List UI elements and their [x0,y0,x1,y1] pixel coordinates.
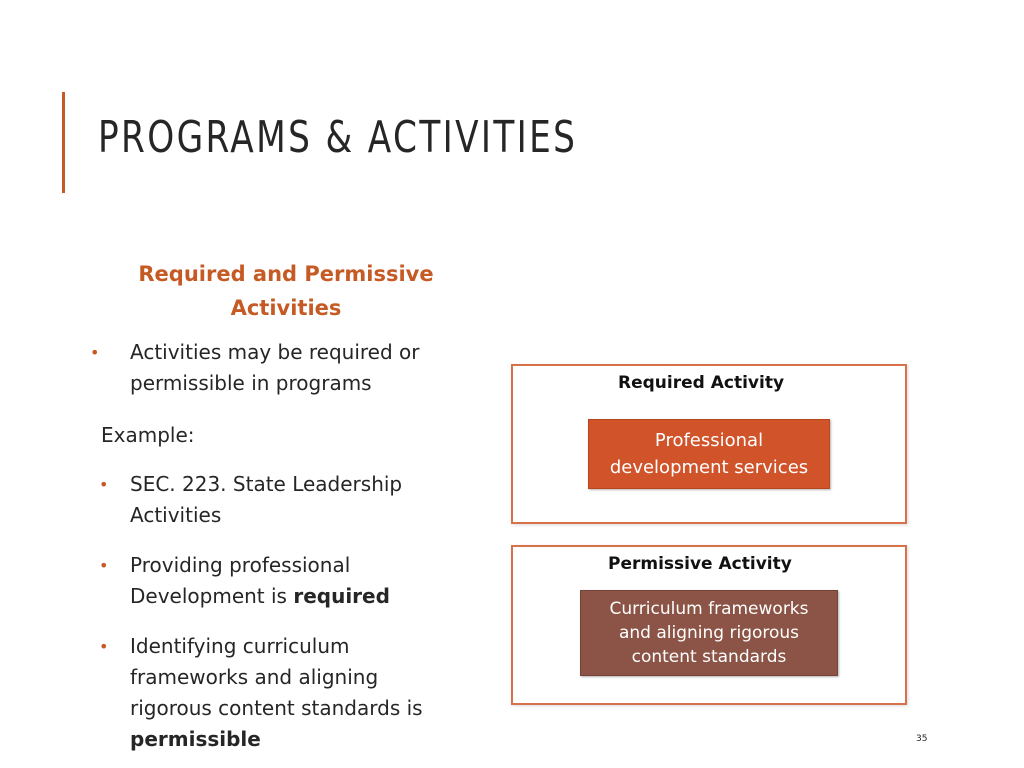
required-activity-frame [511,364,907,524]
example-label: Example: [101,423,195,447]
bullet-dot-icon: • [99,475,109,494]
bullet-activities-line-1: Activities may be required or [130,340,420,364]
bullet-dot-icon: • [99,637,109,656]
professional-development-box [588,419,830,489]
required-emphasis: required [293,584,390,608]
page-title: PROGRAMS & ACTIVITIES [98,112,578,163]
bullet-activities [130,337,420,399]
bullet-pd-line-2 [130,581,390,612]
bullet-curriculum [130,631,423,755]
required-activity-title: Required Activity [618,373,785,393]
bullet-sec-223 [130,469,402,531]
curriculum-frameworks-box [580,590,838,676]
permissive-activity-title: Permissive Activity [608,554,792,574]
bullet-professional-development [130,550,390,612]
bullet-curriculum-line-2: frameworks and aligning [130,665,379,689]
section-subhead [108,257,464,325]
permissive-activity-frame [511,545,907,705]
subhead-line-2: Activities [230,296,342,320]
pd-box-line-1: Professional [654,430,764,451]
bullet-dot-icon: • [90,343,100,362]
bullet-activities-line-2: permissible in programs [130,371,372,395]
bullet-dot-icon: • [99,556,109,575]
bullet-sec-223-line-2: Activities [130,503,222,527]
permissible-emphasis: permissible [130,727,261,751]
pd-box-line-2: development services [609,457,809,478]
bullet-sec-223-line-1: SEC. 223. State Leadership [130,472,403,496]
cf-box-line-1: Curriculum frameworks [609,599,809,619]
subhead-line-1: Required and Permissive [138,262,434,286]
bullet-pd-line-1: Providing professional [130,553,351,577]
cf-box-line-3: content standards [631,647,787,667]
bullet-curriculum-line-1: Identifying curriculum [130,634,350,658]
cf-box-line-2: and aligning rigorous [618,623,800,643]
title-accent-bar [62,92,65,193]
bullet-curriculum-line-3: rigorous content standards is [130,696,423,720]
slide-number: 35 [916,734,928,744]
bullet-pd-line-2-prefix: Development is [130,584,294,608]
